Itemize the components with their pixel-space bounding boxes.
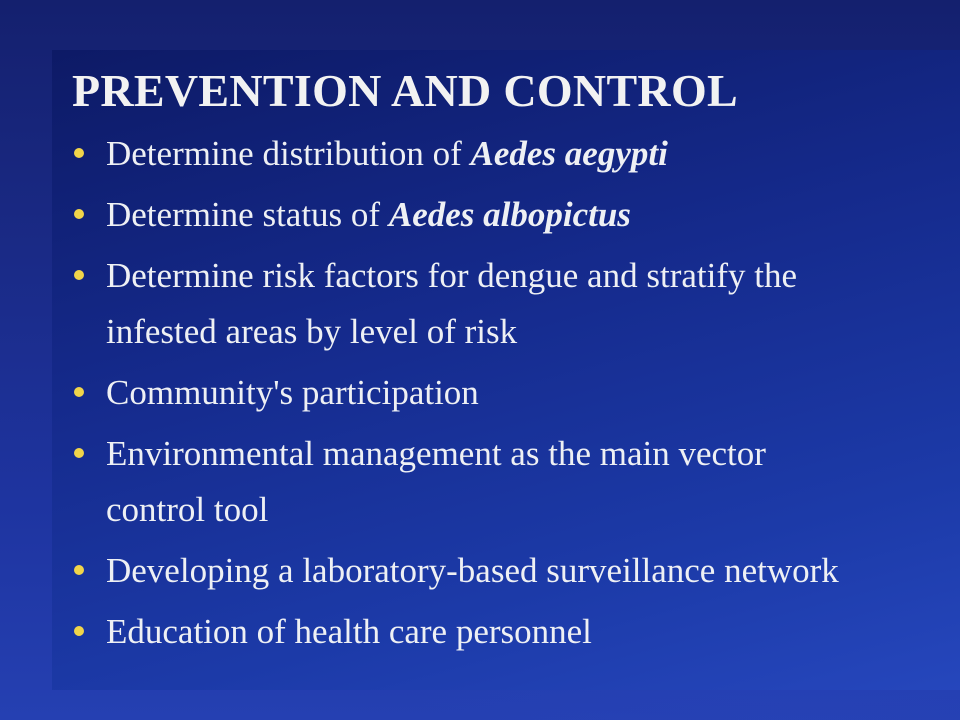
species-name: Aedes albopictus (388, 195, 631, 234)
bullet-dot-icon (74, 270, 84, 280)
slide-content (70, 62, 950, 665)
bullet-text: Education of health care personnel (106, 612, 592, 651)
bullet-dot-icon (74, 387, 84, 397)
slide-title: PREVENTION AND CONTROL (72, 65, 739, 116)
bullet-text: Developing a laboratory-based surveillance network (106, 551, 839, 590)
bullet-item-distribution (70, 126, 950, 182)
bullet-dot-icon (74, 148, 84, 158)
bullet-dot-icon (74, 209, 84, 219)
bullet-dot-icon (74, 626, 84, 636)
bullet-dot-icon (74, 565, 84, 575)
bullet-item-community (70, 365, 950, 421)
bullet-text-line-1: Environmental management as the main vector (106, 434, 766, 473)
bullet-item-risk-factors (70, 248, 950, 360)
bullet-item-surveillance (70, 543, 950, 599)
bullet-item-education (70, 604, 950, 660)
bullet-list (70, 126, 950, 660)
bullet-text: Determine distribution of (106, 134, 471, 173)
bullet-item-status (70, 187, 950, 243)
species-name: Aedes aegypti (470, 134, 668, 173)
bullet-dot-icon (74, 448, 84, 458)
bullet-item-environmental (70, 426, 950, 538)
bullet-text-line-2: control tool (106, 490, 269, 529)
bullet-text: Community's participation (106, 373, 479, 412)
bullet-text-line-1: Determine risk factors for dengue and stratify the (106, 256, 797, 295)
bullet-text-line-2: infested areas by level of risk (106, 312, 518, 351)
bullet-text: Determine status of (106, 195, 389, 234)
